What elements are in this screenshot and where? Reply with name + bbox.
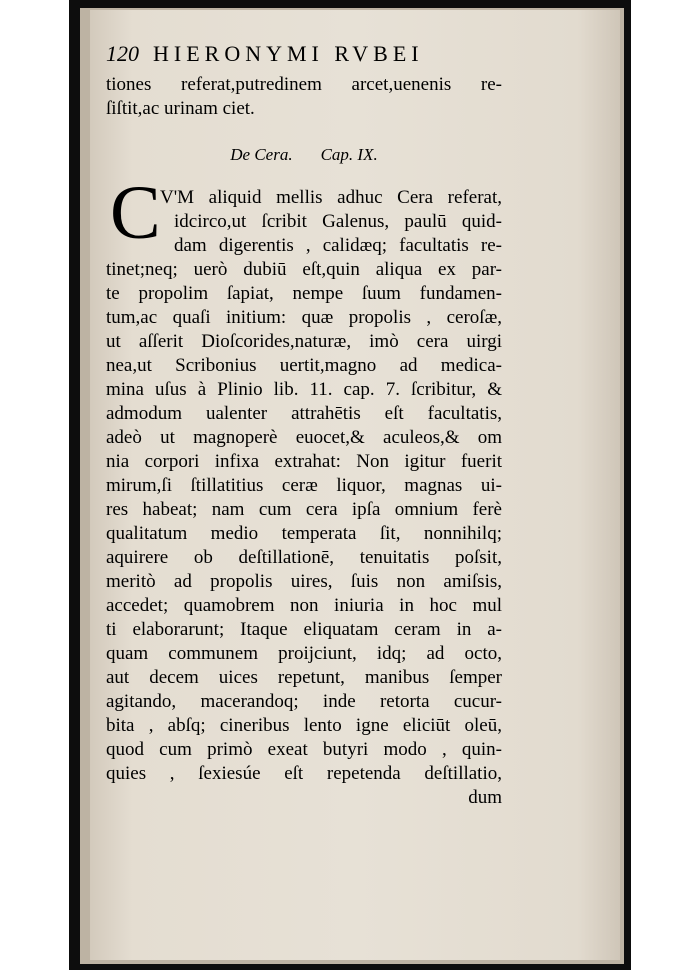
body-line: idcirco,ut ſcribit Galenus, paulū quid- <box>174 211 502 232</box>
chapter-heading <box>106 143 502 167</box>
body-line: V'M aliquid mellis adhuc Cera referat, <box>160 187 502 208</box>
body-line: agitando, macerandoq; inde retorta cucur- <box>106 691 502 712</box>
body-line: ti elaborarunt; Itaque eliquatam ceram in a- <box>106 619 502 640</box>
body-line: meritò ad propolis uires, ſuis non amiſsis, <box>106 571 502 592</box>
carryover-line: tiones referat,putredinem arcet,uenenis re- <box>106 74 502 95</box>
catchword: dum <box>468 787 502 808</box>
body-line: ut aſſerit Dioſcorides,naturæ, imò cera uirgi <box>106 331 502 352</box>
body-line: tum,ac quaſi initium: quæ propolis , ceroſæ, <box>106 307 502 328</box>
page-number: 120 <box>106 41 139 66</box>
body-line: quies , ſexiesúe eſt repetenda deſtillatio, <box>106 763 502 784</box>
body-line: nea,ut Scribonius uertit,magno ad medica- <box>106 355 502 376</box>
body-line: nia corpori infixa extrahat: Non igitur fuerit <box>106 451 502 472</box>
body-line: accedet; quamobrem non iniuria in hoc mul <box>106 595 502 616</box>
chapter-label: Cap. IX. <box>320 145 378 164</box>
body-line: dam digerentis , calidæq; facultatis re- <box>174 235 502 256</box>
running-head <box>106 36 506 72</box>
chapter-title: De Cera. <box>230 145 293 164</box>
body-line: admodum ualenter attrahētis eſt facultatis, <box>106 403 502 424</box>
body-line: tinet;neq; uerò dubiū eſt,quin aliqua ex par- <box>106 259 502 280</box>
body-line: mirum,ſi ſtillatitius ceræ liquor, magnas ui- <box>106 475 502 496</box>
carryover-line: ſiſtit,ac urinam ciet. <box>106 98 255 119</box>
body-line: bita , abſq; cineribus lento igne eliciūt oleū, <box>106 715 502 736</box>
body-line: aut decem uices repetunt, manibus ſemper <box>106 667 502 688</box>
body-line: mina uſus à Plinio lib. 11. cap. 7. ſcribitur, & <box>106 379 502 400</box>
body-line: te propolim ſapiat, nempe ſuum fundamen- <box>106 283 502 304</box>
body-line: aquirere ob deſtillationē, tenuitatis poſsit, <box>106 547 502 568</box>
drop-cap: C <box>110 171 161 255</box>
body-line: qualitatum medio temperata ſit, nonnihilq; <box>106 523 502 544</box>
body-line: adeò ut magnoperè euocet,& aculeos,& om <box>106 427 502 448</box>
body-line: quod cum primò exeat butyri modo , quin- <box>106 739 502 760</box>
body-line: res habeat; nam cum cera ipſa omnium ferè <box>106 499 502 520</box>
running-head-title: HIERONYMI RVBEI <box>153 41 424 66</box>
body-line: quam communem proijciunt, idq; ad octo, <box>106 643 502 664</box>
